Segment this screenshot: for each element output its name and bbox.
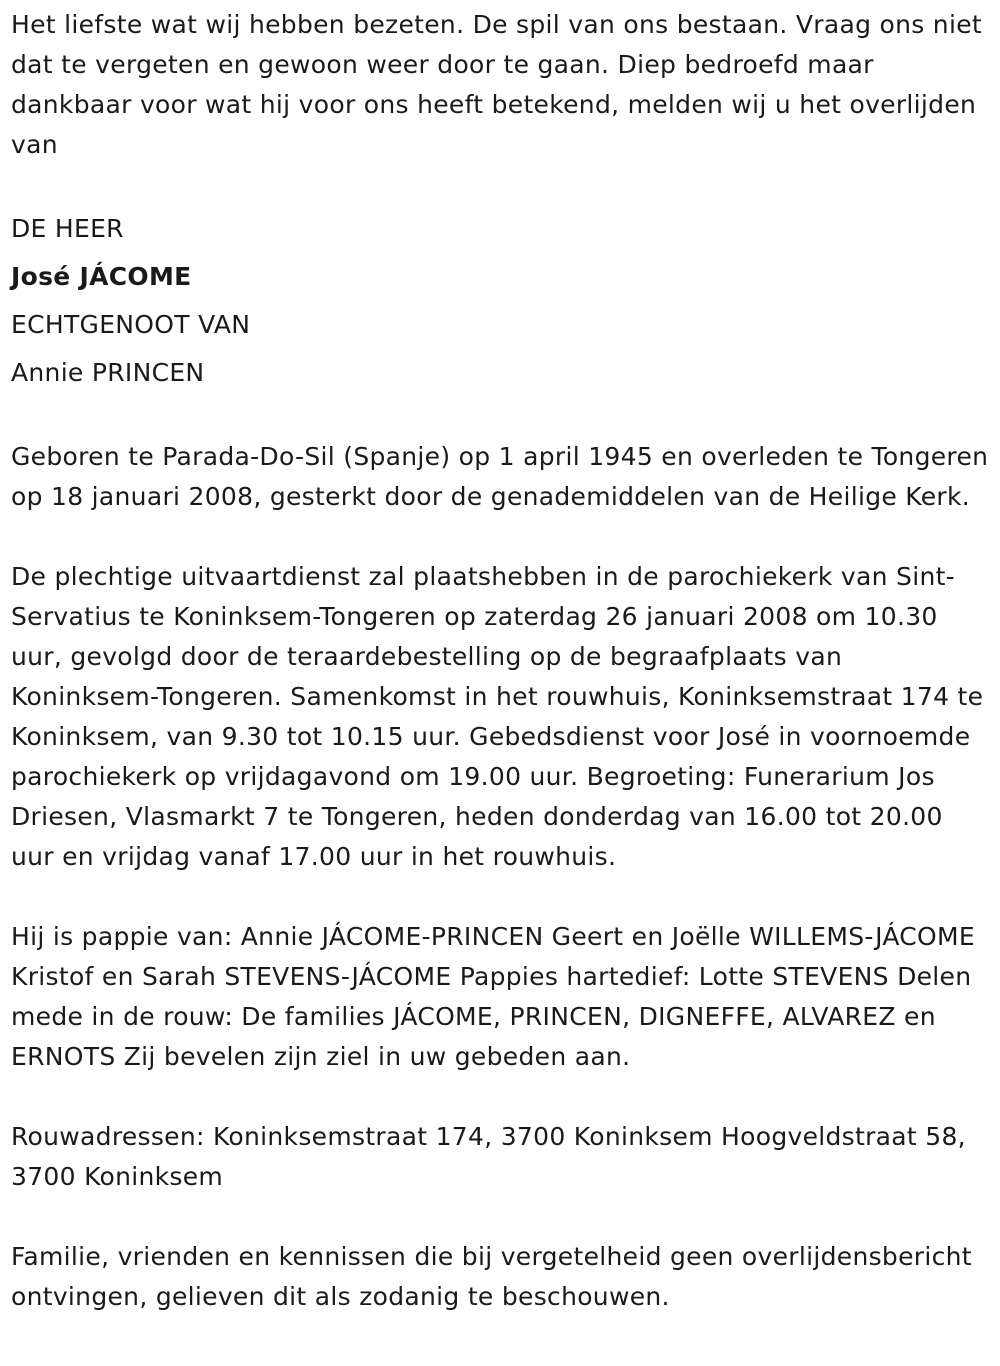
- spacer: [11, 165, 991, 205]
- title-line: DE HEER: [11, 214, 124, 243]
- spacer: [11, 877, 991, 917]
- funeral-paragraph: De plechtige uitvaartdienst zal plaatshebben in de parochiekerk van Sint-Servatius te Koninksem-Tongeren op zaterdag 26 januari 2008 om 10.30 uur, gevolgd door de teraardebestelling op de begraafplaats van Koninksem-Tongeren. Samenkomst in het rouwhuis, Koninksemstraat 174 te Koninksem, van 9.30 tot 10.15 uur. Gebedsdienst voor José in voornoemde parochiekerk op vrijdagavond om 19.00 uur. Begroeting: Funerarium Jos Driesen, Vlasmarkt 7 te Tongeren, heden donderdag van 16.00 tot 20.00 uur en vrijdag vanaf 17.00 uur in het rouwhuis.: [11, 562, 984, 871]
- death-notice: [11, 5, 991, 1317]
- spacer: [11, 1197, 991, 1237]
- deceased-name: José JÁCOME: [11, 262, 192, 291]
- spacer: [11, 397, 991, 437]
- addresses-paragraph: Rouwadressen: Koninksemstraat 174, 3700 Koninksem Hoogveldstraat 58, 3700 Koninksem: [11, 1122, 966, 1191]
- spouse-name: Annie PRINCEN: [11, 358, 205, 387]
- spouse-label: ECHTGENOOT VAN: [11, 310, 251, 339]
- spacer: [11, 1077, 991, 1117]
- family-paragraph: Hij is pappie van: Annie JÁCOME-PRINCEN Geert en Joëlle WILLEMS-JÁCOME Kristof en Sarah STEVENS-JÁCOME Pappies hartedief: Lotte STEVENS Delen mede in de rouw: De families JÁCOME, PRINCEN, DIGNEFFE, ALVAREZ en ERNOTS Zij bevelen zijn ziel in uw gebeden aan.: [11, 922, 975, 1071]
- birth-death-paragraph: Geboren te Parada-Do-Sil (Spanje) op 1 april 1945 en overleden te Tongeren op 18 januari 2008, gesterkt door de genademiddelen van de Heilige Kerk.: [11, 442, 989, 511]
- intro-paragraph: Het liefste wat wij hebben bezeten. De spil van ons bestaan. Vraag ons niet dat te vergeten en gewoon weer door te gaan. Diep bedroefd maar dankbaar voor wat hij voor ons heeft betekend, melden wij u het overlijden van: [11, 10, 982, 159]
- closing-paragraph: Familie, vrienden en kennissen die bij vergetelheid geen overlijdensbericht ontvingen, gelieven dit als zodanig te beschouwen.: [11, 1242, 972, 1311]
- spacer: [11, 517, 991, 557]
